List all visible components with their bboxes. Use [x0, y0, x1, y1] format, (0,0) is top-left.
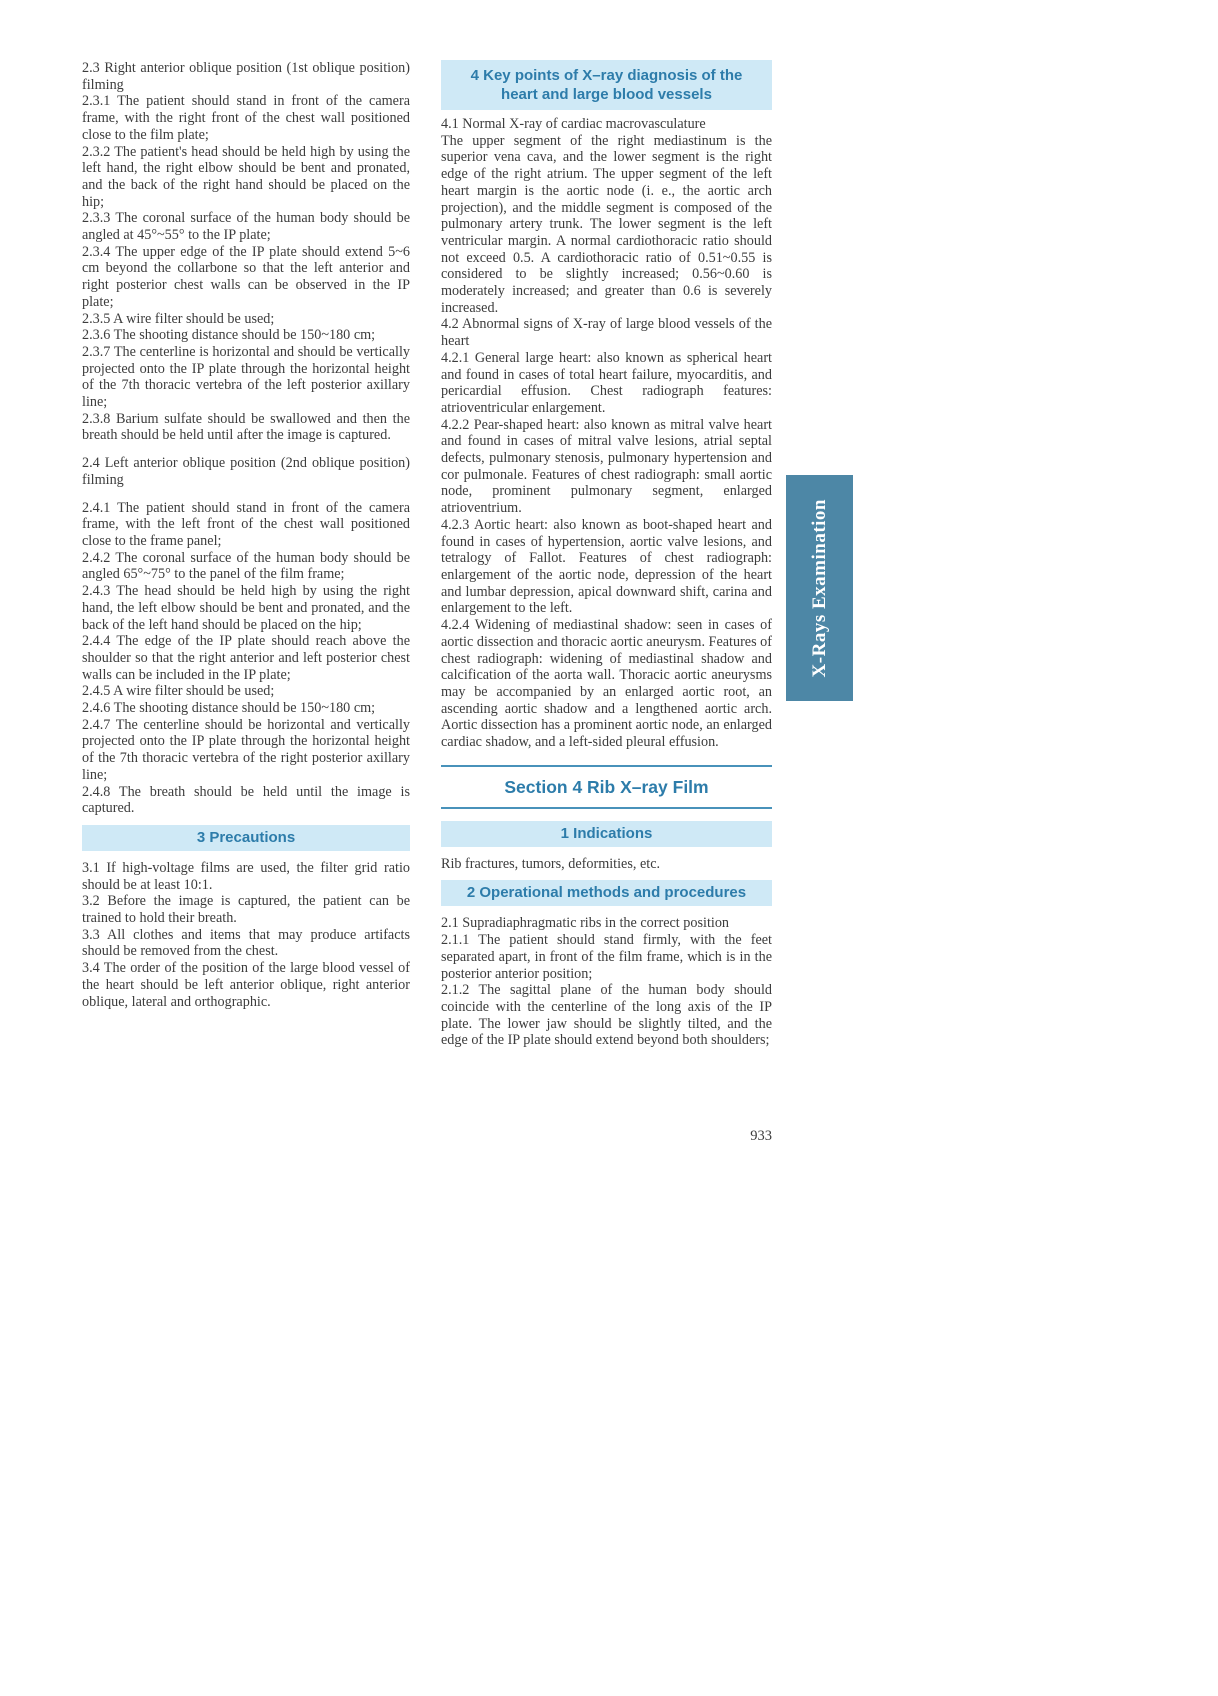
body-paragraph: 2.4.6 The shooting distance should be 150~180 cm; — [82, 700, 376, 717]
body-paragraph: 2.1.2 The sagittal plane of the human body should coincide with the centerline of the long axis of the IP plate. The lower jaw should be slightly tilted, and the edge of the IP plate should extend beyond both shoulders; — [441, 982, 772, 1049]
body-paragraph: 4.2.1 General large heart: also known as spherical heart and found in cases of total heart failure, myocarditis, and pericardial effusion. Chest radiograph features: atrioventricular enlargement. — [441, 349, 772, 416]
body-paragraph: 2.4.7 The centerline should be horizontal and vertically projected onto the IP plate through the horizontal height of the 7th thoracic vertebra of the right posterior axillary line; — [82, 716, 410, 783]
chapter-edge-tab-label: X-Rays Examination — [808, 498, 830, 678]
body-paragraph: 2.4.3 The head should be held high by using the right hand, the left elbow should be bent and pronated, and the back of the left hand should be placed on the hip; — [82, 583, 410, 633]
body-paragraph: 2.4.1 The patient should stand in front of the camera frame, with the left front of the chest wall positioned close to the frame panel; — [82, 499, 410, 549]
body-paragraph: 2.4.2 The coronal surface of the human body should be angled 65°~75° to the panel of the film frame; — [82, 549, 410, 583]
chapter-section-title: Section 4 Rib X–ray Film — [441, 765, 772, 809]
body-paragraph: 4.2.4 Widening of mediastinal shadow: seen in cases of aortic dissection and thoracic aortic aneurysm. Features of chest radiograph: widening of mediastinal shadow and calcification of the aorta wall. Thoracic aortic aneurysms may be accompanied by an enlarged aortic root, an ascending aortic shadow and a lengthened aortic arch. Aortic dissection has a prominent aortic node, an enlarged cardiac shadow, and a left-sided pleural effusion. — [441, 617, 772, 751]
body-paragraph: 2.3.1 The patient should stand in front of the camera frame, with the right front of the chest wall positioned close to the film plate; — [82, 93, 410, 143]
body-paragraph: 2.3.4 The upper edge of the IP plate should extend 5~6 cm beyond the collarbone so that the left anterior and right posterior chest walls can be observed in the IP plate; — [82, 243, 410, 310]
body-paragraph: 2.3 Right anterior oblique position (1st oblique position) filming — [82, 60, 410, 93]
body-paragraph: 2.3.2 The patient's head should be held high by using the left hand, the right elbow should be bent and pronated, and the back of the right hand should be placed on the hip; — [82, 143, 410, 210]
subsection-heading-band: 1 Indications — [441, 821, 772, 847]
body-paragraph: The upper segment of the right mediastinum is the superior vena cava, and the lower segment is the right edge of the right atrium. The upper segment of the left heart margin is the aortic node (i. e., the aortic arch projection), and the middle segment is composed of the pulmonary artery trunk. The lower segment is the left ventricular margin. A normal cardiothoracic ratio should not exceed 0.5. A cardiothoracic ratio of 0.51~0.55 is considered to be slightly increased; 0.56~0.60 is moderately increased; and greater than 0.6 is severely increased. — [441, 132, 772, 316]
body-paragraph: 2.3.8 Barium sulfate should be swallowed and then the breath should be held until after the image is captured. — [82, 410, 410, 444]
body-paragraph: 2.3.3 The coronal surface of the human body should be angled at 45°~55° to the IP plate; — [82, 210, 410, 244]
page-number: 933 — [750, 1128, 772, 1144]
body-paragraph: 2.3.6 The shooting distance should be 150~180 cm; — [82, 327, 376, 344]
section-heading-banner: 4 Key points of X–ray diagnosis of the heart and large blood vessels — [441, 60, 772, 110]
body-paragraph: 3.2 Before the image is captured, the patient can be trained to hold their breath. — [82, 893, 410, 927]
body-paragraph: 2.1 Supradiaphragmatic ribs in the correct position — [441, 915, 730, 932]
right-text-column — [441, 60, 772, 1049]
subsection-heading-band: 2 Operational methods and procedures — [441, 880, 772, 906]
body-paragraph: 4.1 Normal X-ray of cardiac macrovasculature — [441, 116, 706, 132]
body-paragraph: 3.1 If high-voltage films are used, the filter grid ratio should be at least 10:1. — [82, 859, 410, 893]
body-paragraph: 3.4 The order of the position of the large blood vessel of the heart should be left anterior oblique, right anterior oblique, lateral and orthographic. — [82, 960, 410, 1010]
body-paragraph: 2.4.5 A wire filter should be used; — [82, 683, 275, 700]
chapter-edge-tab — [786, 475, 853, 701]
body-paragraph: 4.2 Abnormal signs of X-ray of large blood vessels of the heart — [441, 316, 772, 350]
left-text-column — [82, 60, 410, 1010]
body-paragraph: 2.4 Left anterior oblique position (2nd oblique position) filming — [82, 455, 410, 488]
body-paragraph: 4.2.3 Aortic heart: also known as boot-shaped heart and found in cases of hypertension, aortic valve lesions, and tetralogy of Fallot. Features of chest radiograph: enlargement of the aortic node, depression of the heart and lumbar depression, apical downward shift, carina and enlargement to the left. — [441, 516, 772, 617]
body-paragraph: 4.2.2 Pear-shaped heart: also known as mitral valve heart and found in cases of mitral valve lesions, atrial septal defects, pulmonary stenosis, pulmonary hypertension and cor pulmonale. Features of chest radiograph: small aortic node, prominent pulmonary segment, enlarged atrioventrium. — [441, 416, 772, 517]
body-paragraph: 3.3 All clothes and items that may produce artifacts should be removed from the chest. — [82, 926, 410, 960]
subsection-heading-band: 3 Precautions — [82, 825, 410, 851]
body-paragraph: 2.1.1 The patient should stand firmly, with the feet separated apart, in front of the film frame, which is in the posterior anterior position; — [441, 932, 772, 982]
body-paragraph: Rib fractures, tumors, deformities, etc. — [441, 855, 661, 872]
body-paragraph: 2.3.7 The centerline is horizontal and should be vertically projected onto the IP plate through the horizontal height of the 7th thoracic vertebra of the left posterior axillary line; — [82, 343, 410, 411]
body-paragraph: 2.4.8 The breath should be held until the image is captured. — [82, 783, 410, 817]
body-paragraph: 2.3.5 A wire filter should be used; — [82, 310, 275, 327]
body-paragraph: 2.4.4 The edge of the IP plate should reach above the shoulder so that the right anterior and left posterior chest walls can be included in the IP plate; — [82, 633, 410, 683]
